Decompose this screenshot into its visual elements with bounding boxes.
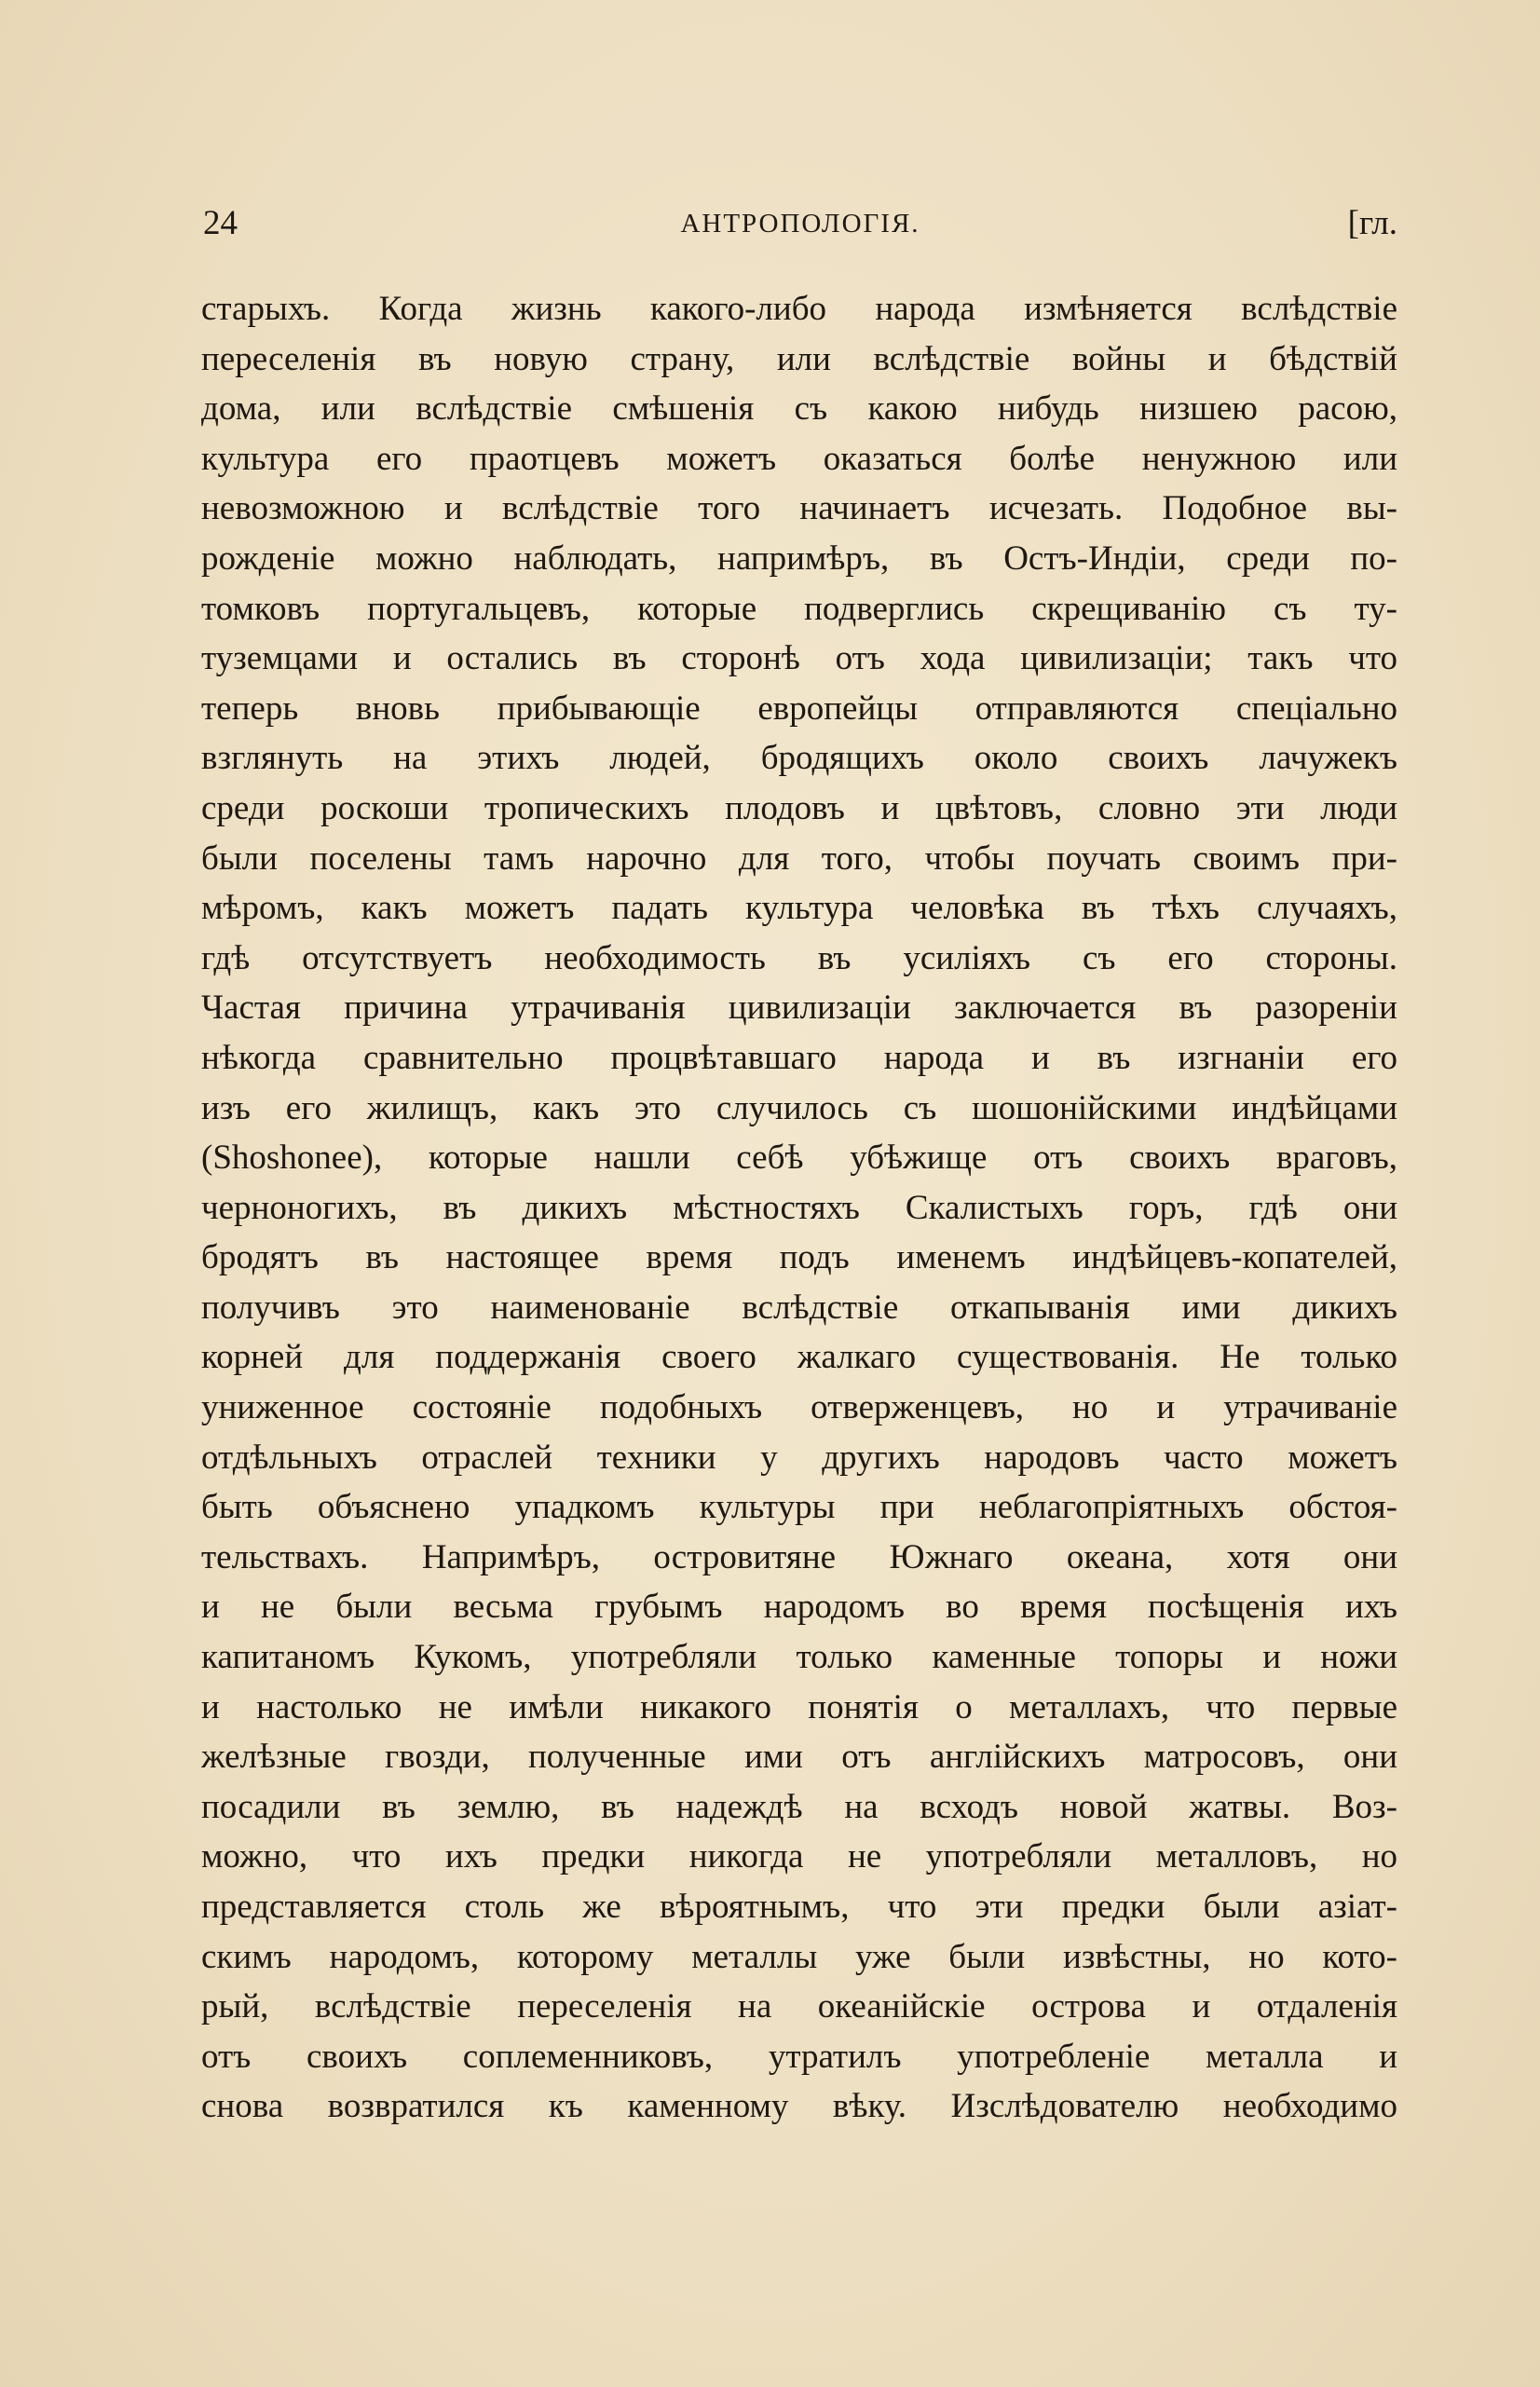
page-header — [203, 203, 1397, 250]
text-line: быть объяснено упадкомъ культуры при неблагопріятныхъ обстоя- — [201, 1488, 1397, 1527]
text-line: изъ его жилищъ, какъ это случилось съ шошонійскими индѣйцами — [201, 1088, 1397, 1127]
text-line: переселенія въ новую страну, или вслѣдствіе войны и бѣдствій — [201, 339, 1397, 378]
text-line: скимъ народомъ, которому металлы уже были извѣстны, но кото- — [201, 1937, 1397, 1976]
text-line: рый, вслѣдствіе переселенія на океанійскіе острова и отдаленія — [201, 1987, 1397, 2026]
text-line: посадили въ землю, въ надеждѣ на всходъ новой жатвы. Воз- — [201, 1787, 1397, 1826]
text-line: томковъ португальцевъ, которые подверглись скрещиванію съ ту- — [201, 589, 1397, 628]
text-line: культура его праотцевъ можетъ оказаться болѣе ненужною или — [201, 439, 1397, 478]
text-line: были поселены тамъ нарочно для того, чтобы поучать своимъ при- — [201, 839, 1397, 878]
text-line: мѣромъ, какъ можетъ падать культура человѣка въ тѣхъ случаяхъ, — [201, 889, 1397, 928]
text-line: отъ своихъ соплеменниковъ, утратилъ употребленіе металла и — [201, 2037, 1397, 2076]
text-line: можно, что ихъ предки никогда не употребляли металловъ, но — [201, 1837, 1397, 1876]
text-line: получивъ это наименованіе вслѣдствіе откапыванія ими дикихъ — [201, 1288, 1397, 1327]
body-text — [201, 284, 1397, 2132]
text-line: корней для поддержанія своего жалкаго существованія. Не только — [201, 1338, 1397, 1377]
text-line: снова возвратился къ каменному вѣку. Изслѣдователю необходимо — [201, 2087, 1397, 2126]
text-line: и не были весьма грубымъ народомъ во время посѣщенія ихъ — [201, 1588, 1397, 1627]
text-line: невозможною и вслѣдствіе того начинаетъ исчезать. Подобное вы- — [201, 489, 1397, 528]
text-line: рожденіе можно наблюдать, напримѣръ, въ Остъ-Индіи, среди по- — [201, 539, 1397, 578]
text-line: старыхъ. Когда жизнь какого-либо народа измѣняется вслѣдствіе — [201, 290, 1397, 328]
chapter-reference: [гл. — [1347, 204, 1397, 242]
text-line: Частая причина утрачиванія цивилизаціи заключается въ разореніи — [201, 989, 1397, 1028]
text-line: нѣкогда сравнительно процвѣтавшаго народа и въ изгнаніи его — [201, 1038, 1397, 1077]
text-line: униженное состояніе подобныхъ отверженцевъ, но и утрачиваніе — [201, 1388, 1397, 1427]
text-line: и настолько не имѣли никакого понятія о металлахъ, что первые — [201, 1687, 1397, 1726]
running-title: АНТРОПОЛОГІЯ. — [680, 209, 920, 239]
text-line: гдѣ отсутствуетъ необходимость въ усиліяхъ съ его стороны. — [201, 938, 1397, 977]
page-number: 24 — [203, 204, 238, 242]
text-line: туземцами и остались въ сторонѣ отъ хода цивилизаціи; такъ что — [201, 639, 1397, 678]
text-line: теперь вновь прибывающіе европейцы отправляются спеціально — [201, 689, 1397, 728]
text-line: взглянуть на этихъ людей, бродящихъ около своихъ лачужекъ — [201, 739, 1397, 778]
text-line: бродятъ въ настоящее время подъ именемъ индѣйцевъ-копателей, — [201, 1238, 1397, 1277]
text-line: (Shoshonee), которые нашли себѣ убѣжище отъ своихъ враговъ, — [201, 1139, 1397, 1178]
text-line: тельствахъ. Напримѣръ, островитяне Южнаго океана, хотя они — [201, 1537, 1397, 1576]
text-line: дома, или вслѣдствіе смѣшенія съ какою нибудь низшею расою, — [201, 389, 1397, 429]
text-line: желѣзные гвозди, полученные ими отъ англійскихъ матросовъ, они — [201, 1738, 1397, 1777]
text-line: капитаномъ Кукомъ, употребляли только каменные топоры и ножи — [201, 1638, 1397, 1677]
text-line: среди роскоши тропическихъ плодовъ и цвѣтовъ, словно эти люди — [201, 788, 1397, 827]
text-line: представляется столь же вѣроятнымъ, что эти предки были азіат- — [201, 1888, 1397, 1926]
text-line: черноногихъ, въ дикихъ мѣстностяхъ Скалистыхъ горъ, гдѣ они — [201, 1188, 1397, 1227]
text-line: отдѣльныхъ отраслей техники у другихъ народовъ часто можетъ — [201, 1438, 1397, 1477]
